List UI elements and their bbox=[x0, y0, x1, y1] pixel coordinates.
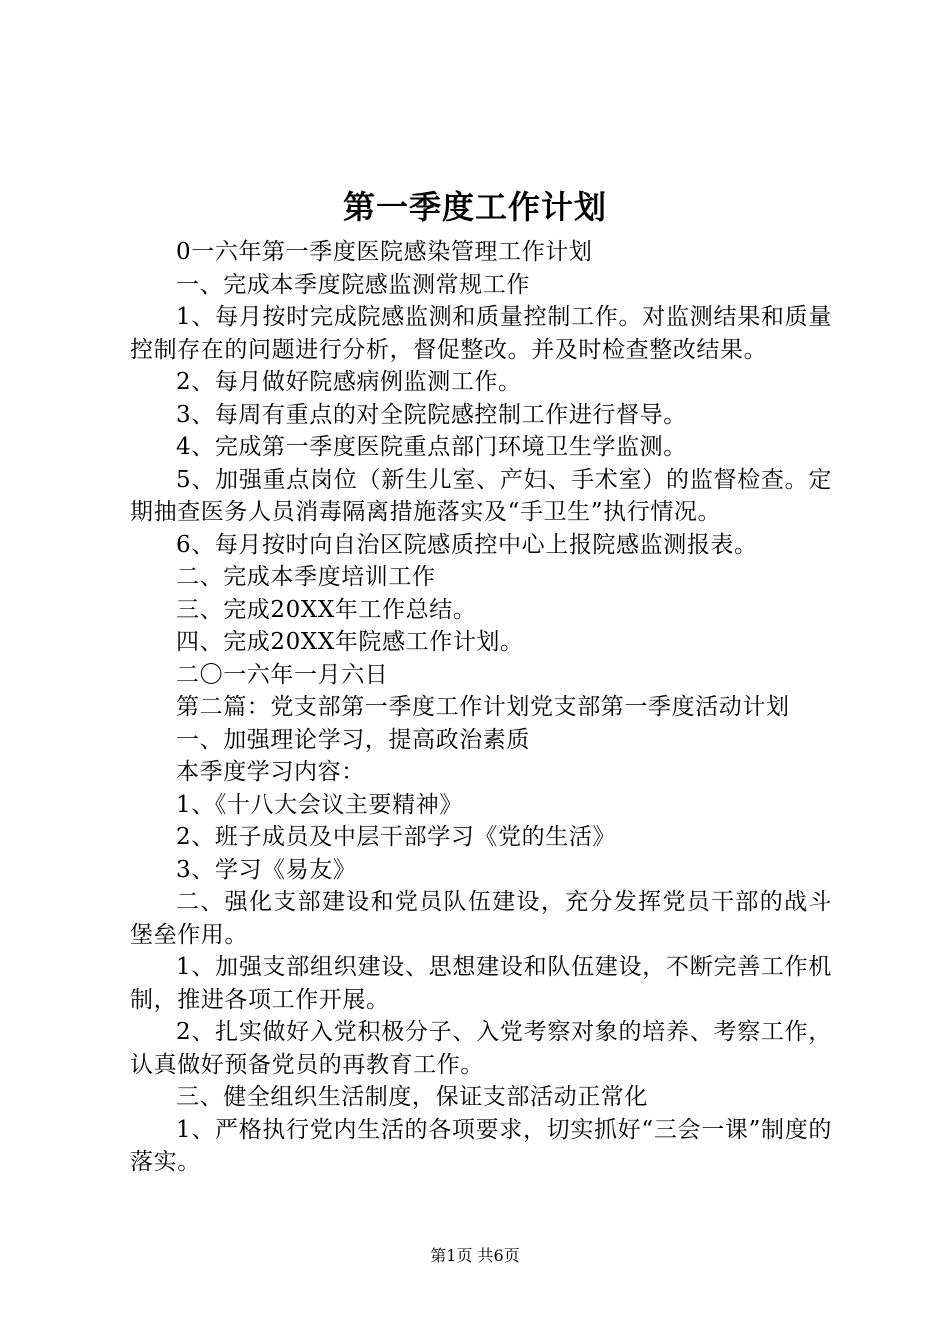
paragraph: 2、扎实做好入党积极分子、入党考察对象的培养、考察工作，认真做好预备党员的再教育工作。 bbox=[130, 1019, 832, 1078]
paragraph: 0一六年第一季度医院感染管理工作计划 bbox=[176, 239, 593, 265]
paragraph: 一、完成本季度院感监测常规工作 bbox=[176, 271, 530, 298]
page-number-footer: 第1页 共6页 bbox=[430, 1246, 520, 1265]
paragraph: 三、完成20XX年工作总结。 bbox=[176, 596, 477, 623]
paragraph: 3、学习《易友》 bbox=[176, 856, 357, 883]
paragraph: 一、加强理论学习，提高政治素质 bbox=[176, 726, 530, 753]
paragraph: 三、健全组织生活制度，保证支部活动正常化 bbox=[176, 1084, 648, 1110]
paragraph: 4、完成第一季度医院重点部门环境卫生学监测。 bbox=[176, 434, 687, 460]
document-title: 第一季度工作计划 bbox=[342, 188, 607, 226]
paragraph: 1、严格执行党内生活的各项要求，切实抓好“三会一课”制度的落实。 bbox=[130, 1116, 832, 1175]
document-body bbox=[130, 236, 832, 1179]
paragraph: 二、强化支部建设和党员队伍建设，充分发挥党员干部的战斗堡垒作用。 bbox=[130, 889, 832, 948]
paragraph: 1、每月按时完成院感监测和质量控制工作。对监测结果和质量控制存在的问题进行分析，督促整改。并及时检查整改结果。 bbox=[130, 304, 832, 363]
paragraph: 2、每月做好院感病例监测工作。 bbox=[176, 369, 522, 395]
paragraph: 2、班子成员及中层干部学习《党的生活》 bbox=[176, 824, 617, 850]
paragraph: 6、每月按时向自治区院感质控中心上报院感监测报表。 bbox=[176, 531, 758, 558]
paragraph: 二、完成本季度培训工作 bbox=[176, 564, 436, 590]
paragraph: 二〇一六年一月六日 bbox=[176, 661, 389, 688]
paragraph: 3、每周有重点的对全院院感控制工作进行督导。 bbox=[176, 401, 687, 428]
paragraph: 本季度学习内容： bbox=[176, 759, 365, 785]
paragraph: 5、加强重点岗位（新生儿室、产妇、手术室）的监督检查。定期抽查医务人员消毒隔离措施落实及“手卫生”执行情况。 bbox=[130, 466, 832, 525]
paragraph: 1、加强支部组织建设、思想建设和队伍建设，不断完善工作机制，推进各项工作开展。 bbox=[130, 954, 832, 1013]
paragraph: 第二篇：党支部第一季度工作计划党支部第一季度活动计划 bbox=[176, 694, 790, 720]
paragraph: 四、完成20XX年院感工作计划。 bbox=[176, 629, 524, 655]
paragraph: 1、《十八大会议主要精神》 bbox=[176, 791, 463, 818]
